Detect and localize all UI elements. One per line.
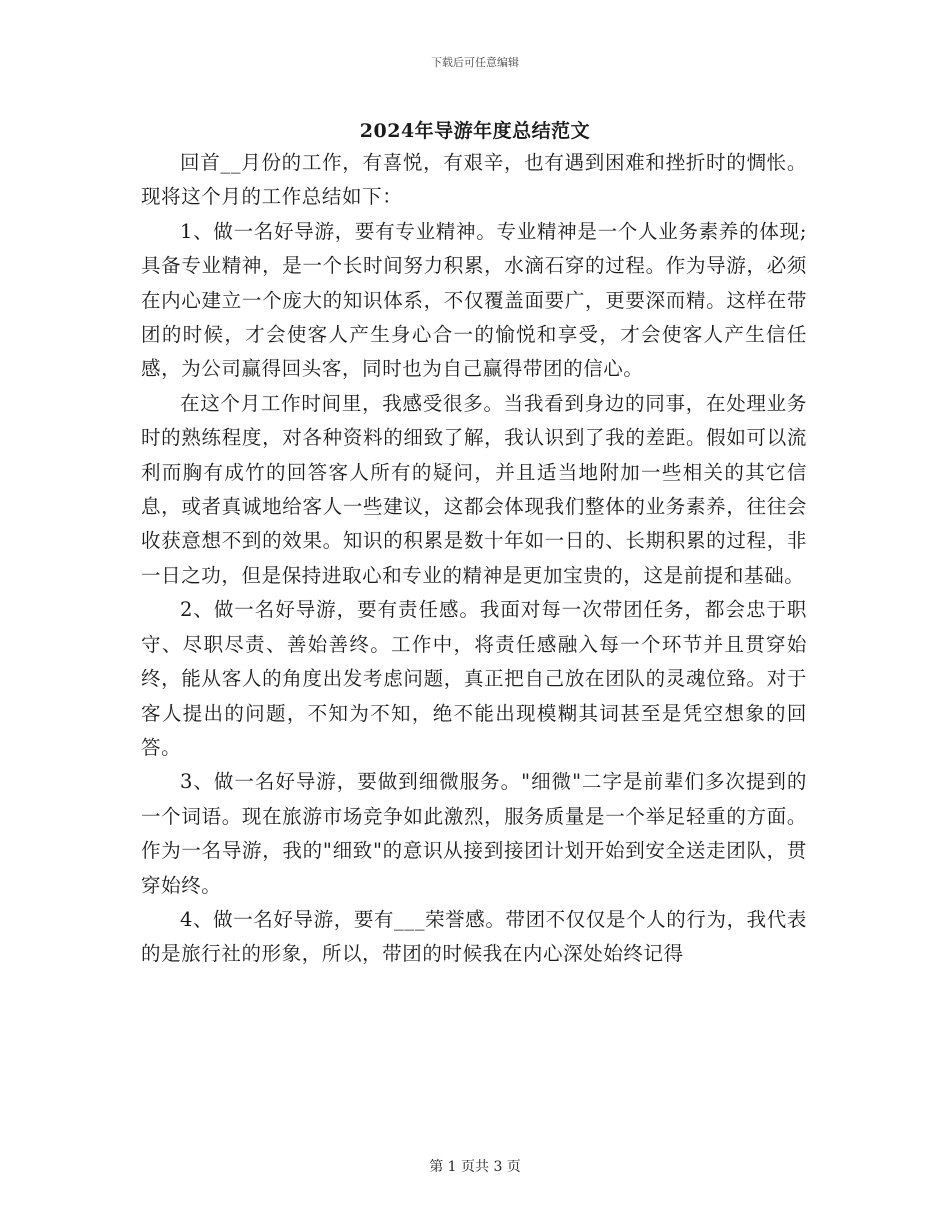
paragraph-detail-service: 3、做一名好导游，要做到细微服务。"细微"二字是前辈们多次提到的一个词语。现在旅游市场竞争如此激烈，服务质量是一个举足轻重的方面。作为一名导游，我的"细致"的意识从接到接团计划开始到安全送走团队，贯穿始终。 — [141, 770, 807, 897]
document-title: 2024年导游年度总结范文 — [359, 120, 591, 142]
paragraph-responsibility: 2、做一名好导游，要有责任感。我面对每一次带团任务，都会忠于职守、尽职尽责、善始善终。工作中，将责任感融入每一个环节并且贯穿始终，能从客人的角度出发考虑问题，真正把自己放在团队的灵魂位臵。对于客人提出的问题，不知为不知，绝不能出现模糊其词甚至是凭空想象的回答。 — [141, 598, 807, 759]
paragraph-honor: 4、做一名好导游，要有___荣誉感。带团不仅仅是个人的行为，我代表的是旅行社的形象，所以，带团的时候我在内心深处始终记得 — [141, 907, 807, 966]
paragraph-reflection: 在这个月工作时间里，我感受很多。当我看到身边的同事，在处理业务时的熟练程度，对各种资料的细致了解，我认识到了我的差距。假如可以流利而胸有成竹的回答客人所有的疑问，并且适当地附加一些相关的其它信息，或者真诚地给客人一些建议，这都会体现我们整体的业务素养，往往会收获意想不到的效果。知识的积累是数十年如一日的、长期积累的过程，非一日之功，但是保持进取心和专业的精神是更加宝贵的，这是前提和基础。 — [141, 391, 807, 587]
page-header-note: 下载后可任意编辑 — [431, 56, 519, 69]
document-body — [141, 146, 807, 972]
paragraph-intro: 回首__月份的工作，有喜悦，有艰辛，也有遇到困难和挫折时的惆怅。现将这个月的工作总结如下： — [141, 151, 807, 209]
page-number: 第 1 页共 3 页 — [429, 1159, 521, 1175]
paragraph-professionalism: 1、做一名好导游，要有专业精神。专业精神是一个人业务素养的体现;具备专业精神，是一个长时间努力积累，水滴石穿的过程。作为导游，必须在内心建立一个庞大的知识体系，不仅覆盖面要广，更要深而精。这样在带团的时候，才会使客人产生身心合一的愉悦和享受，才会使客人产生信任感，为公司赢得回头客，同时也为自己赢得带团的信心。 — [141, 219, 807, 381]
